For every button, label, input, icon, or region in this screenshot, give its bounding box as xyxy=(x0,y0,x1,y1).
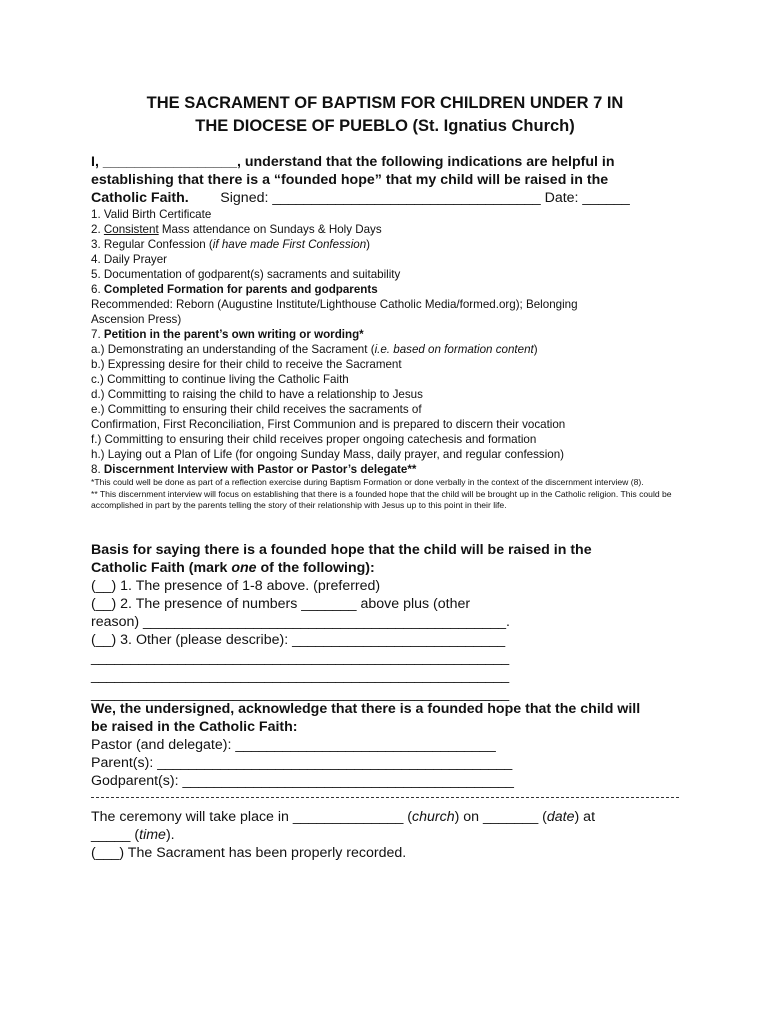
signed-date-line: Signed: __________________________________ Date: ______ xyxy=(220,190,630,206)
title-line-1: THE SACRAMENT OF BAPTISM FOR CHILDREN UNDER 7 IN xyxy=(146,94,624,112)
basis-option-2-reason[interactable]: reason) ______________________________________________. xyxy=(91,614,510,630)
list-item: 6. Completed Formation for parents and godparents xyxy=(91,283,378,296)
recommended-text: Recommended: Reborn (Augustine Institute/Lighthouse Catholic Media/formed.org); Belonging xyxy=(91,298,578,311)
list-item: 1. Valid Birth Certificate xyxy=(91,208,212,221)
page-title xyxy=(60,92,710,138)
sacrament-recorded-line[interactable]: (___) The Sacrament has been properly recorded. xyxy=(91,845,407,861)
basis-heading-1: Basis for saying there is a founded hope that the child will be raised in the xyxy=(91,542,592,558)
ack-heading-1: We, the undersigned, acknowledge that there is a founded hope that the child will xyxy=(91,701,641,717)
describe-line[interactable]: _____________________________________________________ xyxy=(91,686,510,702)
list-item: 4. Daily Prayer xyxy=(91,253,168,266)
sub-item: b.) Expressing desire for their child to receive the Sacrament xyxy=(91,358,402,371)
intro-catholic-faith: Catholic Faith. xyxy=(91,190,189,206)
footnote-2: ** This discernment interview will focus on establishing that there is a founded hope that the child will be brought up in the Catholic religion. This could be accomplished in part by the parents telling the story of their relationship with Jesus up to this point in their life. xyxy=(91,488,672,510)
acknowledgement-section xyxy=(91,700,691,790)
ceremony-line-2: _____ (time). xyxy=(91,827,175,843)
footnote-1: *This could well be done as part of a reflection exercise during Baptism Formation or done verbally in the context of the discernment interview (8). xyxy=(91,477,644,487)
sub-item: h.) Laying out a Plan of Life (for ongoing Sunday Mass, daily prayer, and regular confession) xyxy=(91,448,565,461)
requirements-list xyxy=(91,207,691,512)
describe-line[interactable]: _____________________________________________________ xyxy=(91,668,510,684)
sub-item: e.) Committing to ensuring their child receives the sacraments of xyxy=(91,403,422,416)
ceremony-section xyxy=(91,808,691,862)
recommended-text-cont: Ascension Press) xyxy=(91,313,182,326)
basis-section xyxy=(91,541,691,703)
dashed-divider xyxy=(91,797,679,798)
parents-signature-line[interactable]: Parent(s): _____________________________________________ xyxy=(91,755,513,771)
basis-option-1[interactable]: (__) 1. The presence of 1-8 above. (preferred) xyxy=(91,578,381,594)
list-item: 3. Regular Confession (if have made First Confession) xyxy=(91,238,371,251)
sub-item: d.) Committing to raising the child to have a relationship to Jesus xyxy=(91,388,423,401)
ceremony-line-1: The ceremony will take place in ______________ (church) on _______ (date) at xyxy=(91,809,596,825)
sub-item: a.) Demonstrating an understanding of the Sacrament (i.e. based on formation content) xyxy=(91,343,538,356)
intro-statement xyxy=(91,153,701,207)
title-line-2: THE DIOCESE OF PUEBLO (St. Ignatius Church) xyxy=(195,117,575,135)
sub-item-cont: Confirmation, First Reconciliation, First Communion and is prepared to discern their vocation xyxy=(91,418,566,431)
sub-item: f.) Committing to ensuring their child receives proper ongoing catechesis and formation xyxy=(91,433,537,446)
sub-item: c.) Committing to continue living the Catholic Faith xyxy=(91,373,349,386)
basis-option-3[interactable]: (__) 3. Other (please describe): ___________________________ xyxy=(91,632,506,648)
pastor-signature-line[interactable]: Pastor (and delegate): _________________________________ xyxy=(91,737,496,753)
describe-line[interactable]: _____________________________________________________ xyxy=(91,650,510,666)
intro-line-2: establishing that there is a “founded hope” that my child will be raised in the xyxy=(91,172,609,188)
godparents-signature-line[interactable]: Godparent(s): __________________________________________ xyxy=(91,773,514,789)
basis-option-2[interactable]: (__) 2. The presence of numbers _______ above plus (other xyxy=(91,596,471,612)
basis-heading-2: Catholic Faith (mark one of the following): xyxy=(91,560,375,576)
ack-heading-2: be raised in the Catholic Faith: xyxy=(91,719,298,735)
list-item: 5. Documentation of godparent(s) sacraments and suitability xyxy=(91,268,401,281)
intro-line-1: I, _________________, understand that the following indications are helpful in xyxy=(91,154,615,170)
intro-line-3 xyxy=(91,189,701,207)
list-item: 8. Discernment Interview with Pastor or Pastor’s delegate** xyxy=(91,463,417,476)
list-item: 2. Consistent Mass attendance on Sundays & Holy Days xyxy=(91,223,382,236)
list-item: 7. Petition in the parent’s own writing or wording* xyxy=(91,328,364,341)
